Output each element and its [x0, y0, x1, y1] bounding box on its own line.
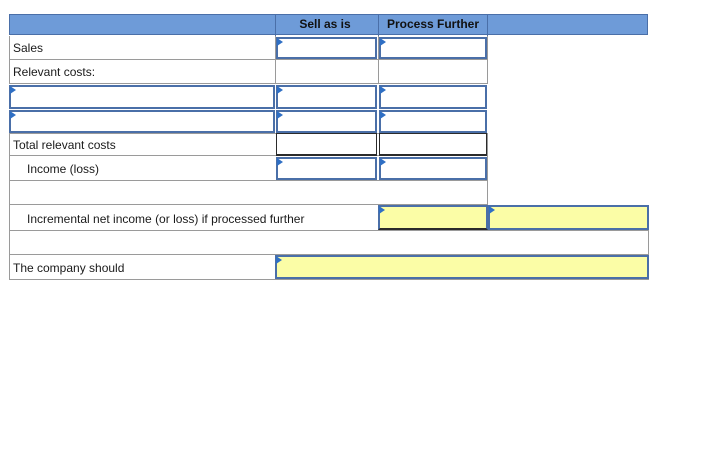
row-label-income-loss: Income (loss) — [27, 162, 100, 176]
column-header-process-further: Process Further — [386, 17, 480, 31]
cost1-sell-as-is-input[interactable] — [276, 85, 377, 109]
row-label-total-relevant-costs: Total relevant costs — [13, 138, 116, 152]
divider — [378, 14, 379, 36]
worksheet-table — [9, 14, 649, 280]
spacer-row — [9, 231, 649, 255]
row-label-sales: Sales — [13, 41, 44, 55]
dropdown-marker-icon — [380, 158, 386, 166]
cost2-sell-as-is-input[interactable] — [276, 110, 377, 133]
income-process-further-input[interactable] — [379, 157, 487, 180]
income-sell-as-is-input[interactable] — [276, 157, 377, 180]
sales-sell-as-is-input[interactable] — [276, 37, 377, 59]
dropdown-marker-icon — [276, 256, 282, 264]
spacer-row — [9, 181, 488, 205]
cost2-label-input[interactable] — [9, 110, 275, 133]
total-process-further-input[interactable] — [379, 133, 487, 156]
row-label-relevant-costs: Relevant costs: — [13, 65, 96, 79]
dropdown-marker-icon — [380, 111, 386, 119]
dropdown-marker-icon — [489, 206, 495, 214]
dropdown-marker-icon — [10, 86, 16, 94]
cost2-process-further-input[interactable] — [379, 110, 487, 133]
dropdown-marker-icon — [277, 38, 283, 46]
divider — [487, 14, 488, 36]
column-header-sell-as-is: Sell as is — [299, 17, 351, 31]
cost1-process-further-input[interactable] — [379, 85, 487, 109]
dropdown-marker-icon — [277, 158, 283, 166]
dropdown-marker-icon — [380, 86, 386, 94]
dropdown-marker-icon — [380, 38, 386, 46]
dropdown-marker-icon — [379, 206, 385, 214]
total-sell-as-is-input[interactable] — [276, 133, 377, 156]
decision-select[interactable] — [275, 255, 649, 279]
incremental-value-input[interactable] — [378, 205, 488, 230]
cost1-label-input[interactable] — [9, 85, 275, 109]
incremental-direction-select[interactable] — [488, 205, 649, 230]
row-label-incremental: Incremental net income (or loss) if processed further — [27, 212, 305, 226]
divider — [275, 14, 276, 36]
divider — [275, 60, 276, 84]
row-label-company-should: The company should — [13, 261, 125, 275]
dropdown-marker-icon — [10, 111, 16, 119]
dropdown-marker-icon — [277, 111, 283, 119]
divider — [378, 60, 379, 84]
dropdown-marker-icon — [277, 86, 283, 94]
sales-process-further-input[interactable] — [379, 37, 487, 59]
